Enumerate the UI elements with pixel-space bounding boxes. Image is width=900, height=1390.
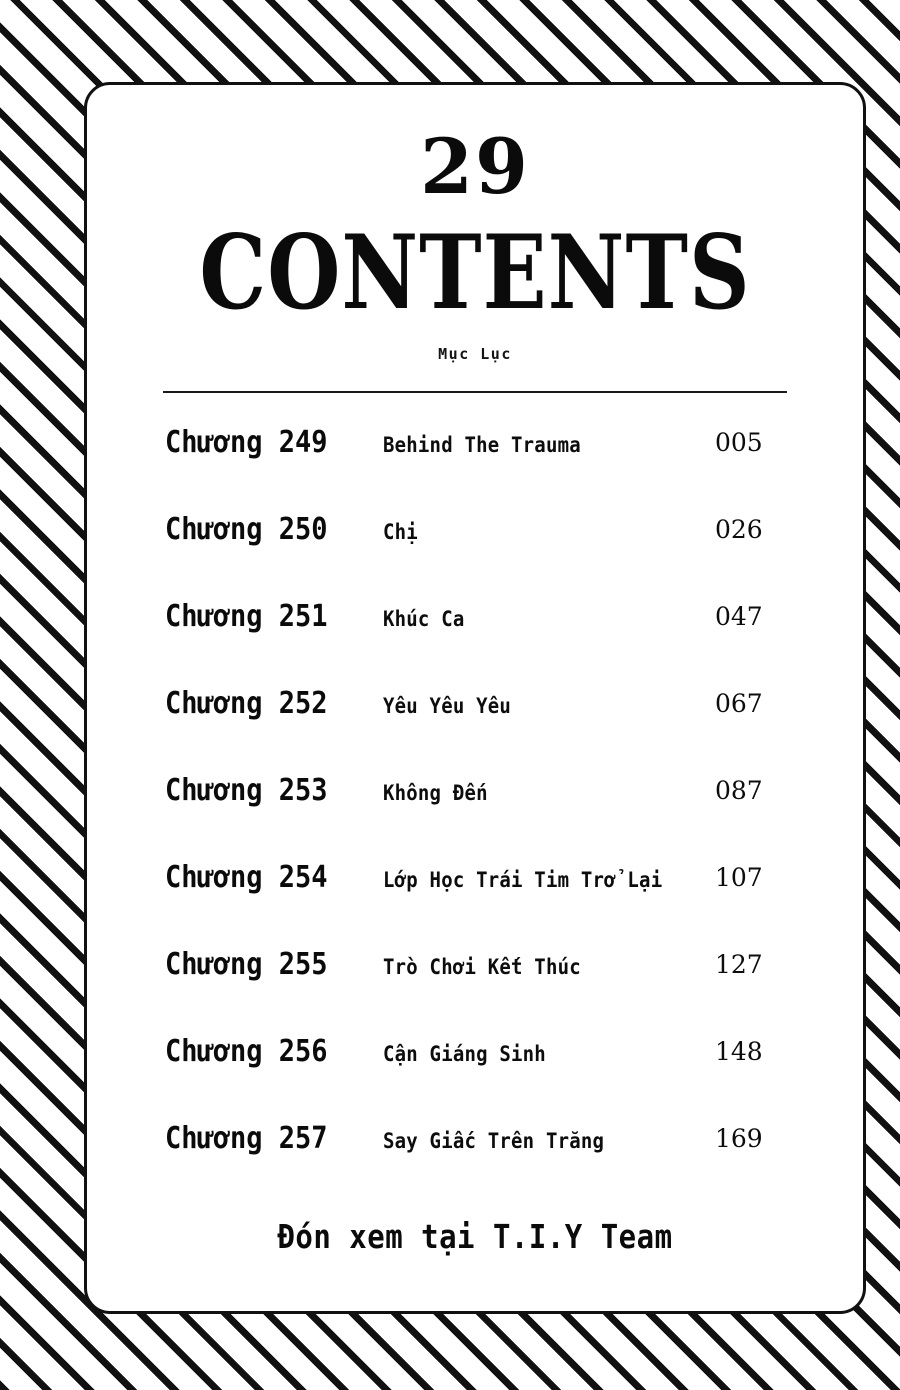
title-divider [163,391,787,393]
toc-chapter-title: Lớp Học Trái Tim Trở Lại [383,867,663,893]
toc-page-number: 005 [715,428,763,458]
toc-chapter-label: Chương 255 [165,947,328,983]
toc-row[interactable] [149,1123,801,1210]
toc-chapter-label: Chương 254 [165,860,328,896]
toc-page-number: 148 [715,1037,763,1067]
toc-page-number: 067 [715,689,763,719]
toc-page-number: 169 [715,1124,763,1154]
toc-chapter-label: Chương 249 [165,425,328,461]
footer-credit: Đón xem tại T.I.Y Team [277,1218,673,1257]
toc-row[interactable] [149,949,801,1036]
toc-chapter-title: Say Giấc Trên Trăng [383,1128,605,1154]
toc-page-number: 127 [715,950,763,980]
table-of-contents [149,427,801,1210]
contents-card [84,82,866,1314]
toc-chapter-label: Chương 252 [165,686,328,722]
toc-chapter-label: Chương 250 [165,512,328,548]
toc-row[interactable] [149,688,801,775]
toc-chapter-label: Chương 257 [165,1121,328,1157]
toc-chapter-label: Chương 253 [165,773,328,809]
page-title: CONTENTS [199,211,751,333]
toc-row[interactable] [149,775,801,862]
toc-page-number: 107 [715,863,763,893]
toc-chapter-label: Chương 251 [165,599,328,635]
toc-chapter-title: Trò Chơi Kết Thúc [383,954,581,980]
issue-number: 29 [420,122,530,211]
toc-page-number: 087 [715,776,763,806]
toc-chapter-title: Yêu Yêu Yêu [383,693,512,719]
contents-card-inner [87,85,863,1257]
toc-page-number: 047 [715,602,763,632]
toc-chapter-title: Khúc Ca [383,606,465,632]
toc-chapter-title: Không Đến [383,780,488,806]
toc-chapter-title: Behind The Trauma [383,432,581,458]
toc-page-number: 026 [715,515,763,545]
page-subtitle: Mục Lục [438,345,512,364]
toc-row[interactable] [149,862,801,949]
toc-chapter-title: Chị [383,519,418,545]
toc-chapter-title: Cận Giáng Sinh [383,1041,546,1067]
toc-row[interactable] [149,427,801,514]
toc-row[interactable] [149,601,801,688]
toc-row[interactable] [149,514,801,601]
toc-chapter-label: Chương 256 [165,1034,328,1070]
toc-row[interactable] [149,1036,801,1123]
